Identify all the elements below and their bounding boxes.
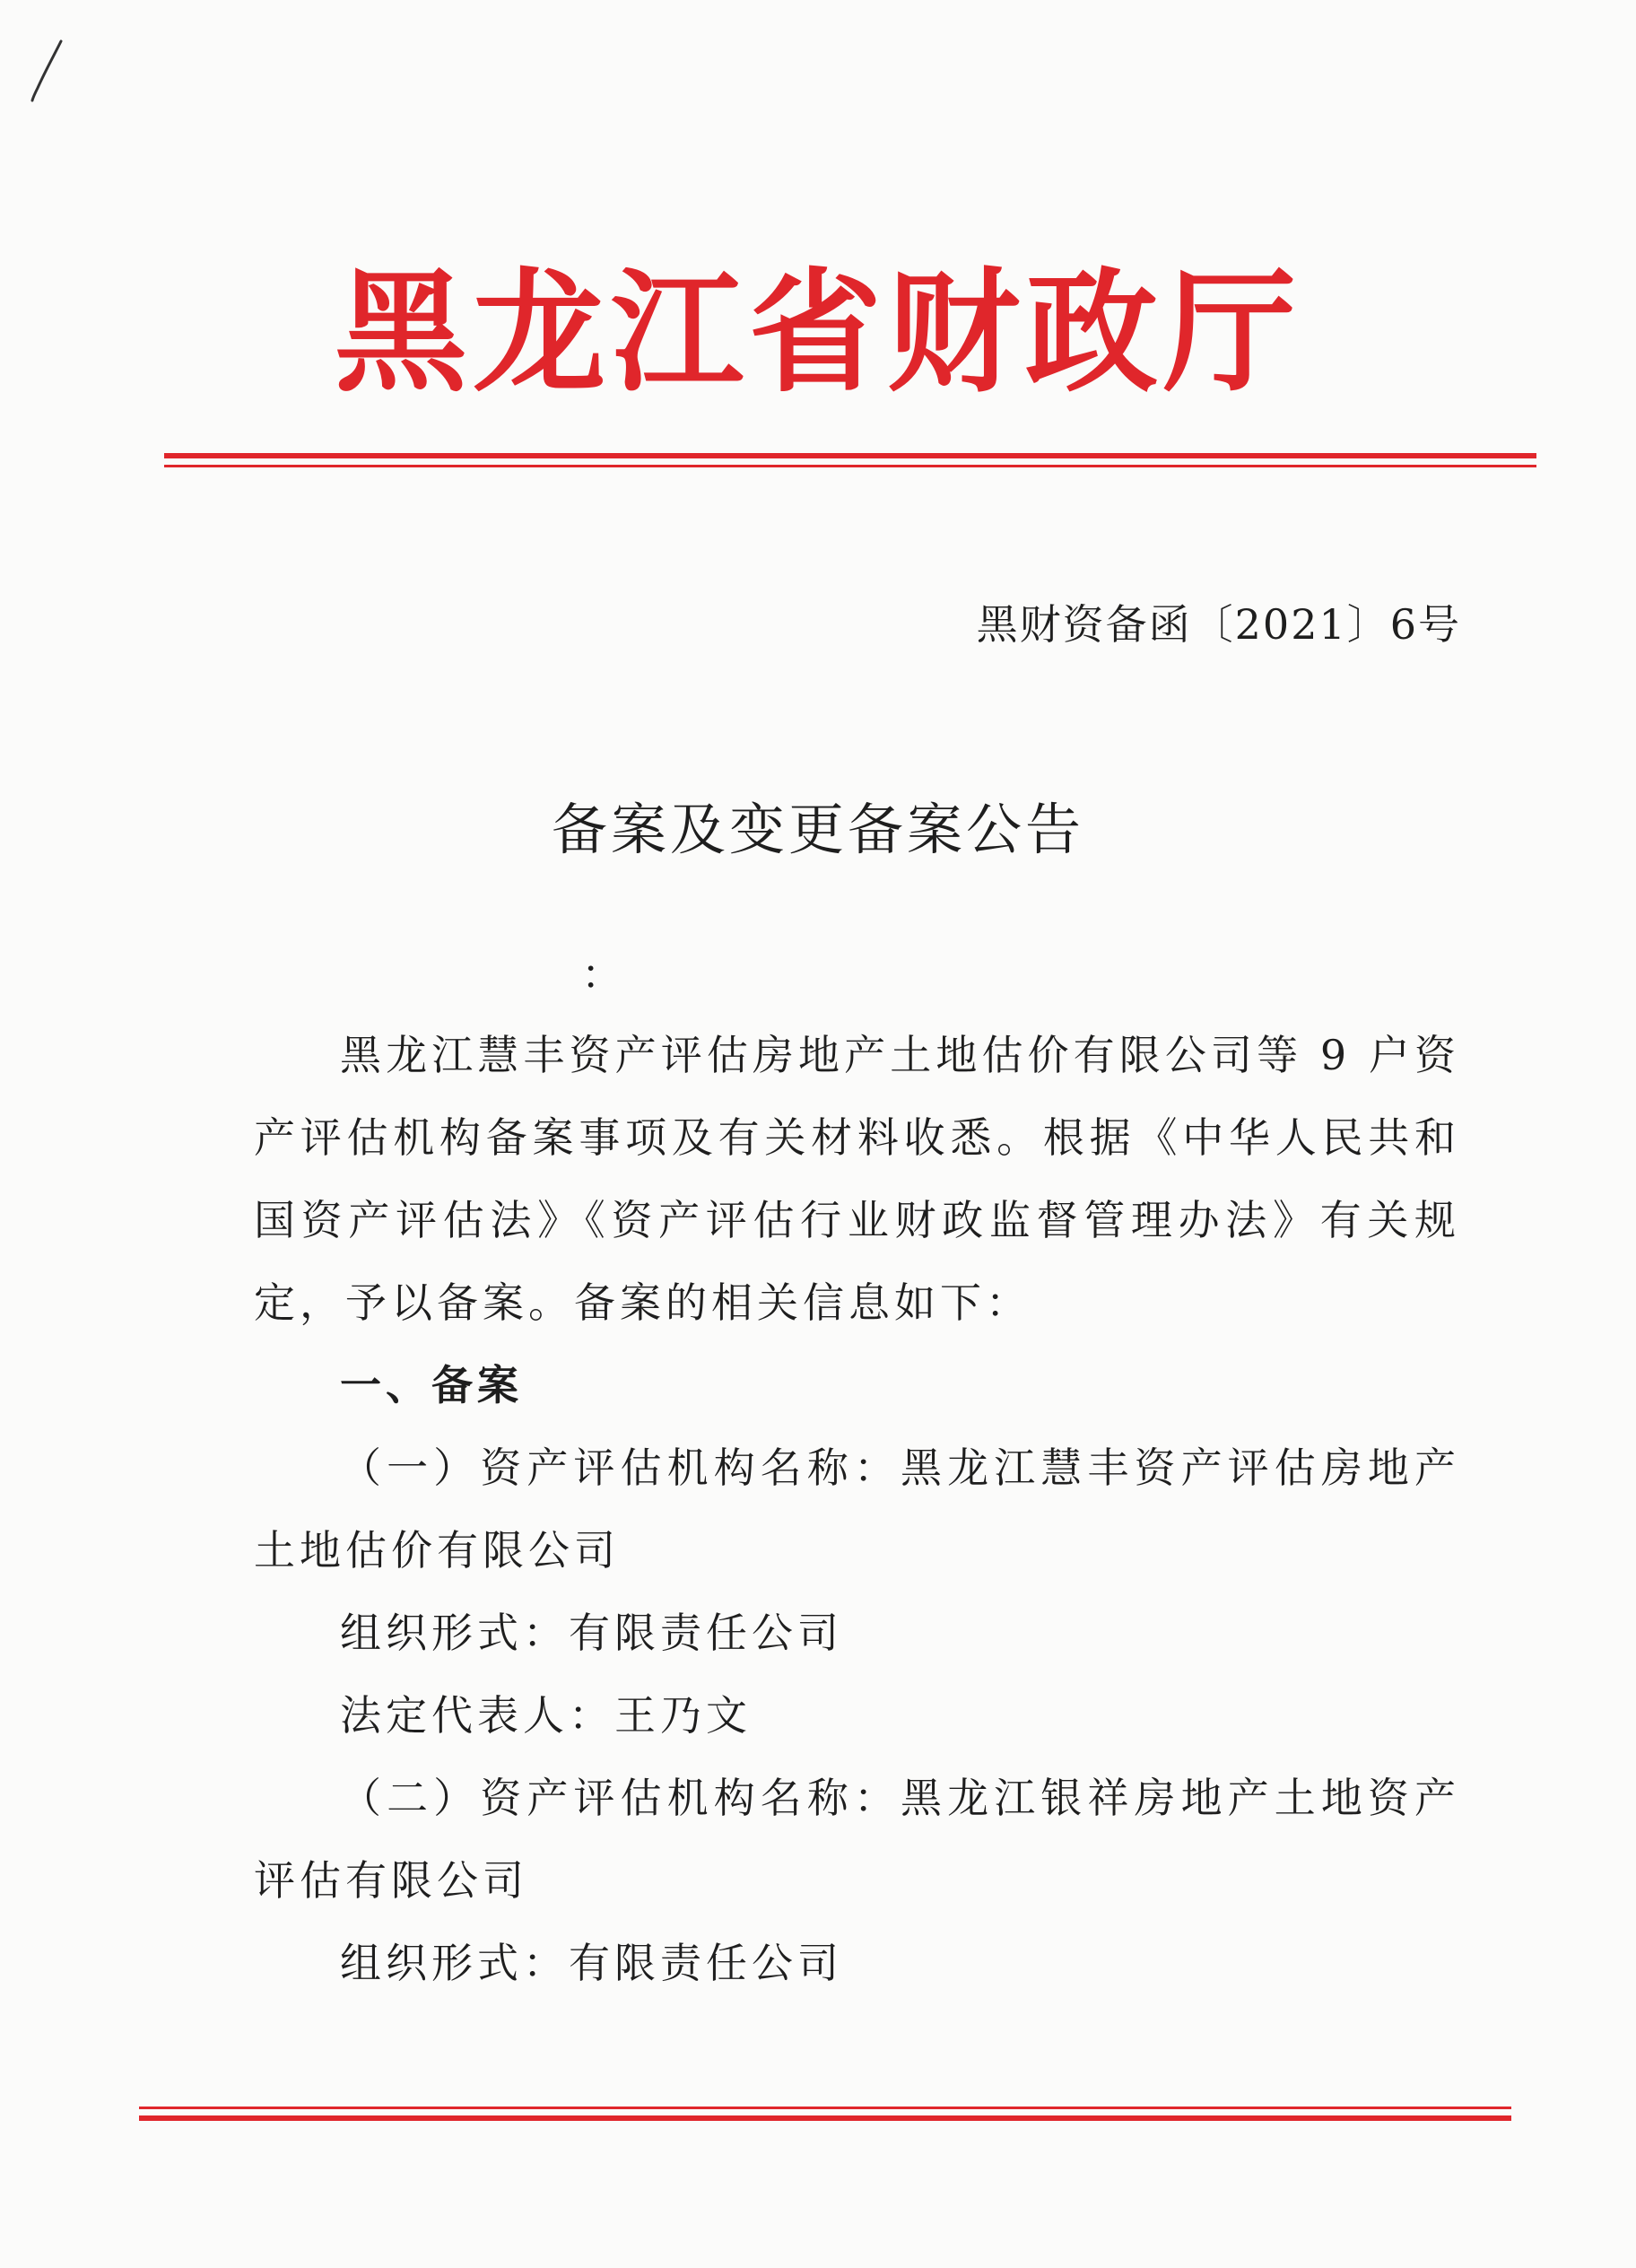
item-2-name: （二）资产评估机构名称：黑龙江银祥房地产土地资产评估有限公司: [254, 1774, 1460, 1905]
letterhead-issuer: 黑龙江省财政厅: [335, 254, 1301, 410]
salutation: ：: [581, 950, 622, 999]
document-number: 黑财资备函〔2021〕6号: [976, 600, 1461, 649]
pen-stroke-mark: [18, 36, 72, 108]
item-1-legal-rep: 法定代表人：王乃文: [340, 1691, 752, 1740]
intro-paragraph: 黑龙江慧丰资产评估房地产土地估价有限公司等 9 户资产评估机构备案事项及有关材料收悉。根据《中华人民共和国资产评估法》《资产评估行业财政监督管理办法》有关规定，予以备案。备案的相关信息如下：: [254, 1031, 1460, 1327]
item-1-name: （一）资产评估机构名称：黑龙江慧丰资产评估房地产土地估价有限公司: [254, 1444, 1460, 1575]
document-title: 备案及变更备案公告: [551, 797, 1084, 862]
section-heading: 一、备案: [340, 1361, 523, 1409]
document-body: [254, 1014, 1460, 2004]
item-1-org-form: 组织形式：有限责任公司: [340, 1609, 843, 1657]
item-2-org-form: 组织形式：有限责任公司: [340, 1939, 843, 1987]
